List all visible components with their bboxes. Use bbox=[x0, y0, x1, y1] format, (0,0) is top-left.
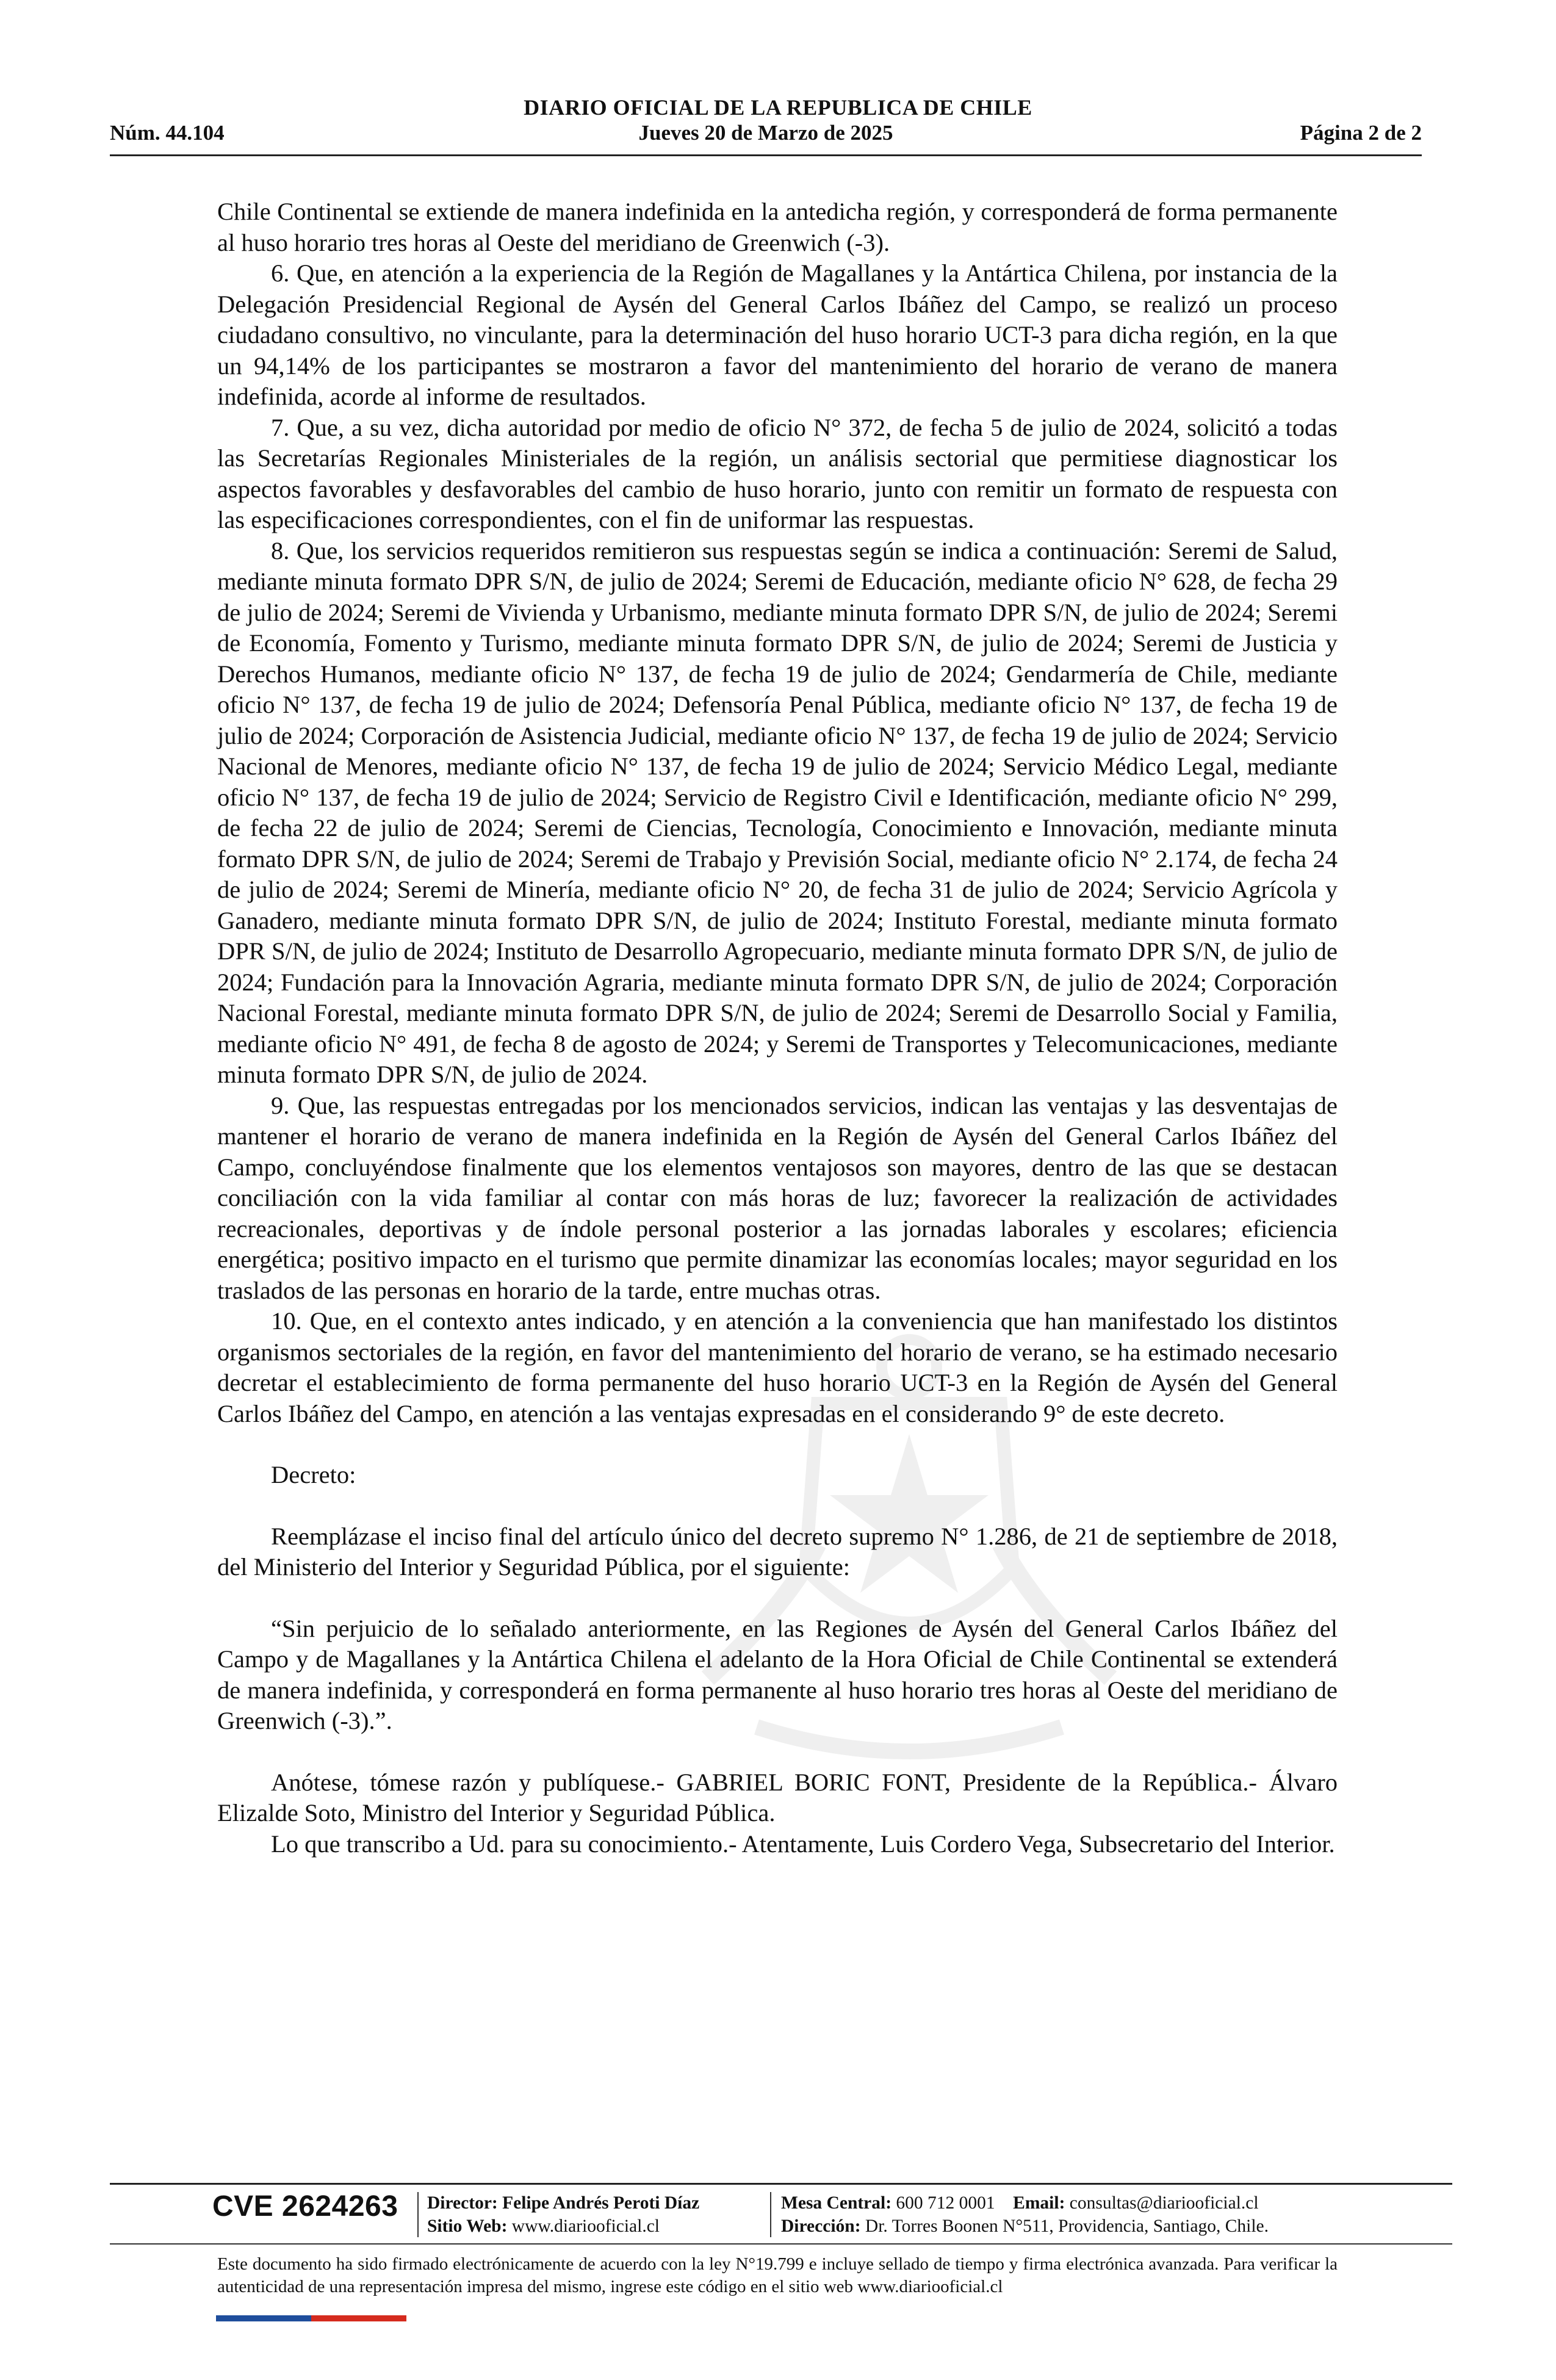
website-link[interactable]: www.diariooficial.cl bbox=[511, 2216, 660, 2236]
director-label: Director: bbox=[427, 2193, 498, 2213]
footer-separator bbox=[770, 2192, 771, 2237]
body-paragraph: 7. Que, a su vez, dicha autoridad por medio de oficio N° 372, de fecha 5 de julio de 2024, solicitó a todas las Secretarías Regionales Ministeriales de la región, un análisis sectorial que permitiese diagnosticar los aspectos favorables y desfavorables del cambio de huso horario, junto con remitir un formato de respuesta con las especificaciones correspondientes, con el fin de uniformar las respuestas. bbox=[217, 413, 1338, 533]
email-label: Email: bbox=[1013, 2193, 1065, 2213]
address-value: Dr. Torres Boonen N°511, Providencia, Santiago, Chile. bbox=[865, 2216, 1269, 2236]
newspaper-title: DIARIO OFICIAL DE LA REPUBLICA DE CHILE bbox=[524, 95, 1032, 120]
body-paragraph: 8. Que, los servicios requeridos remitieron sus respuestas según se indica a continuación: Seremi de Salud, mediante minuta formato DPR S/N, de julio de 2024; Seremi de Educación, mediante oficio N° 628, de fecha 29 de julio de 2024; Seremi de Vivienda y Urbanismo, mediante minuta formato DPR S/N, de julio de 2024; Seremi de Economía, Fomento y Turismo, mediante minuta formato DPR S/N, de julio de 2024; Seremi de Justicia y Derechos Humanos, mediante oficio N° 137, de fecha 19 de julio de 2024; Gendarmería de Chile, mediante oficio N° 137, de fecha 19 de julio de 2024; Defensoría Penal Pública, mediante oficio N° 137, de fecha 19 de julio de 2024; Corporación de Asistencia Judicial, mediante oficio N° 137, de fecha 19 de julio de 2024; Servicio Nacional de Menores, mediante oficio N° 137, de fecha 19 de julio de 2024; Servicio Médico Legal, mediante oficio N° 137, de fecha 19 de julio de 2024; Servicio de Registro Civil e Identificación, mediante oficio N° 299, de fecha 22 de julio de 2024; Seremi de Ciencias, Tecnología, Conocimiento e Innovación, mediante minuta formato DPR S/N, de julio de 2024; Seremi de Trabajo y Previsión Social, mediante oficio N° 2.174, de fecha 24 de julio de 2024; Seremi de Minería, mediante oficio N° 20, de fecha 31 de julio de 2024; Servicio Agrícola y Ganadero, mediante minuta formato DPR S/N, de julio de 2024; Instituto Forestal, mediante minuta formato DPR S/N, de julio de 2024; Instituto de Desarrollo Agropecuario, mediante minuta formato DPR S/N, de julio de 2024; Fundación para la Innovación Agraria, mediante minuta formato DPR S/N, de julio de 2024; Corporación Nacional Forestal, mediante minuta formato DPR S/N, de julio de 2024; Seremi de Desarrollo Social y Familia, mediante oficio N° 491, de fecha 8 de agosto de 2024; y Seremi de Transportes y Telecomunicaciones, mediante minuta formato DPR S/N, de julio de 2024. bbox=[217, 536, 1338, 1088]
issue-number: Núm. 44.104 bbox=[110, 121, 225, 145]
body-paragraph: 10. Que, en el contexto antes indicado, y en atención a la conveniencia que han manifestado los distintos organismos sectoriales de la región, en favor del mantenimiento del horario de verano, se ha estimado necesario decretar el establecimiento de forma permanente del huso horario UCT-3 en la Región de Aysén del General Carlos Ibáñez del Campo, en atención a las ventajas expresadas en el considerando 9° de este decreto. bbox=[217, 1307, 1338, 1427]
website-label: Sitio Web: bbox=[427, 2216, 508, 2236]
chile-flag-bar bbox=[216, 2315, 406, 2321]
quoted-text: “Sin perjuicio de lo señalado anteriormente, en las Regiones de Aysén del General Carlos Ibáñez del Campo y de Magallanes y la Antártica Chilena el adelanto de la Hora Oficial de Chile Continental se extenderá de manera indefinida, y corresponderá en forma permanente al huso horario tres horas al Oeste del meridiano de Greenwich (-3).”. bbox=[217, 1614, 1338, 1734]
body-paragraph: Reemplázase el inciso final del artículo único del decreto supremo N° 1.286, de 21 de septiembre de 2018, del Ministerio del Interior y Seguridad Pública, por el siguiente: bbox=[217, 1522, 1338, 1581]
address-label: Dirección: bbox=[781, 2216, 861, 2236]
electronic-signature-note: Este documento ha sido firmado electrónicamente de acuerdo con la ley N°19.799 e incluye sellado de tiempo y firma electrónica avanzada. Para verificar la autenticidad de una representación impresa del mismo, ingrese este código en el sitio web www.diariooficial.cl bbox=[217, 2254, 1338, 2296]
flag-red-stripe bbox=[311, 2315, 406, 2321]
decree-heading: Decreto: bbox=[271, 1461, 356, 1488]
body-paragraph: 6. Que, en atención a la experiencia de la Región de Magallanes y la Antártica Chilena, por instancia de la Delegación Presidencial Regional de Aysén del General Carlos Ibáñez del Campo, se realizó un proceso ciudadano consultivo, no vinculante, para la determinación del huso horario UCT-3 para dicha región, en la que un 94,14% de los participantes se mostraron a favor del mantenimiento del horario de verano de manera indefinida, acorde al informe de resultados. bbox=[217, 259, 1338, 410]
body-paragraph: Lo que transcribo a Ud. para su conocimiento.- Atentamente, Luis Cordero Vega, Subsecretario del Interior. bbox=[271, 1830, 1335, 1858]
director-name: Felipe Andrés Peroti Díaz bbox=[502, 2193, 700, 2213]
issue-date: Jueves 20 de Marzo de 2025 bbox=[638, 121, 893, 145]
body-paragraph: Chile Continental se extiende de manera indefinida en la antedicha región, y corresponderá de forma permanente al huso horario tres horas al Oeste del meridiano de Greenwich (-3). bbox=[217, 198, 1338, 256]
footer-contact-block bbox=[781, 2191, 1269, 2238]
footer-director-block bbox=[427, 2191, 699, 2238]
mesa-central-label: Mesa Central: bbox=[781, 2193, 892, 2213]
body-paragraph: 9. Que, las respuestas entregadas por los mencionados servicios, indican las ventajas y las desventajas de mantener el horario de verano de manera indefinida en la Región de Aysén del General Carlos Ibáñez del Campo, concluyéndose finalmente que los elementos ventajosos son mayores, dentro de las que se destacan conciliación con la vida familiar al contar con más horas de luz; favorecer la realización de actividades recreacionales, deportivas y de índole personal posterior a las jornadas laborales y escolares; eficiencia energética; positivo impacto en el turismo que permite dinamizar las economías locales; mayor seguridad en los traslados de las personas en horario de la tarde, entre muchas otras. bbox=[217, 1091, 1338, 1304]
footer-divider bbox=[110, 2183, 1452, 2185]
flag-blue-stripe bbox=[216, 2315, 311, 2321]
footer-divider-lower bbox=[110, 2243, 1452, 2245]
email-link[interactable]: consultas@diariooficial.cl bbox=[1069, 2193, 1259, 2213]
body-paragraph: Anótese, tómese razón y publíquese.- GABRIEL BORIC FONT, Presidente de la República.- Álvaro Elizalde Soto, Ministro del Interior y Seguridad Pública. bbox=[217, 1768, 1338, 1826]
page-number: Página 2 de 2 bbox=[1300, 121, 1422, 145]
mesa-central-phone: 600 712 0001 bbox=[896, 2193, 995, 2213]
decree-body bbox=[217, 197, 1338, 1859]
footer-separator bbox=[417, 2192, 419, 2237]
header-divider bbox=[110, 154, 1422, 156]
cve-code: CVE 2624263 bbox=[212, 2190, 398, 2223]
header-row bbox=[110, 121, 1422, 149]
